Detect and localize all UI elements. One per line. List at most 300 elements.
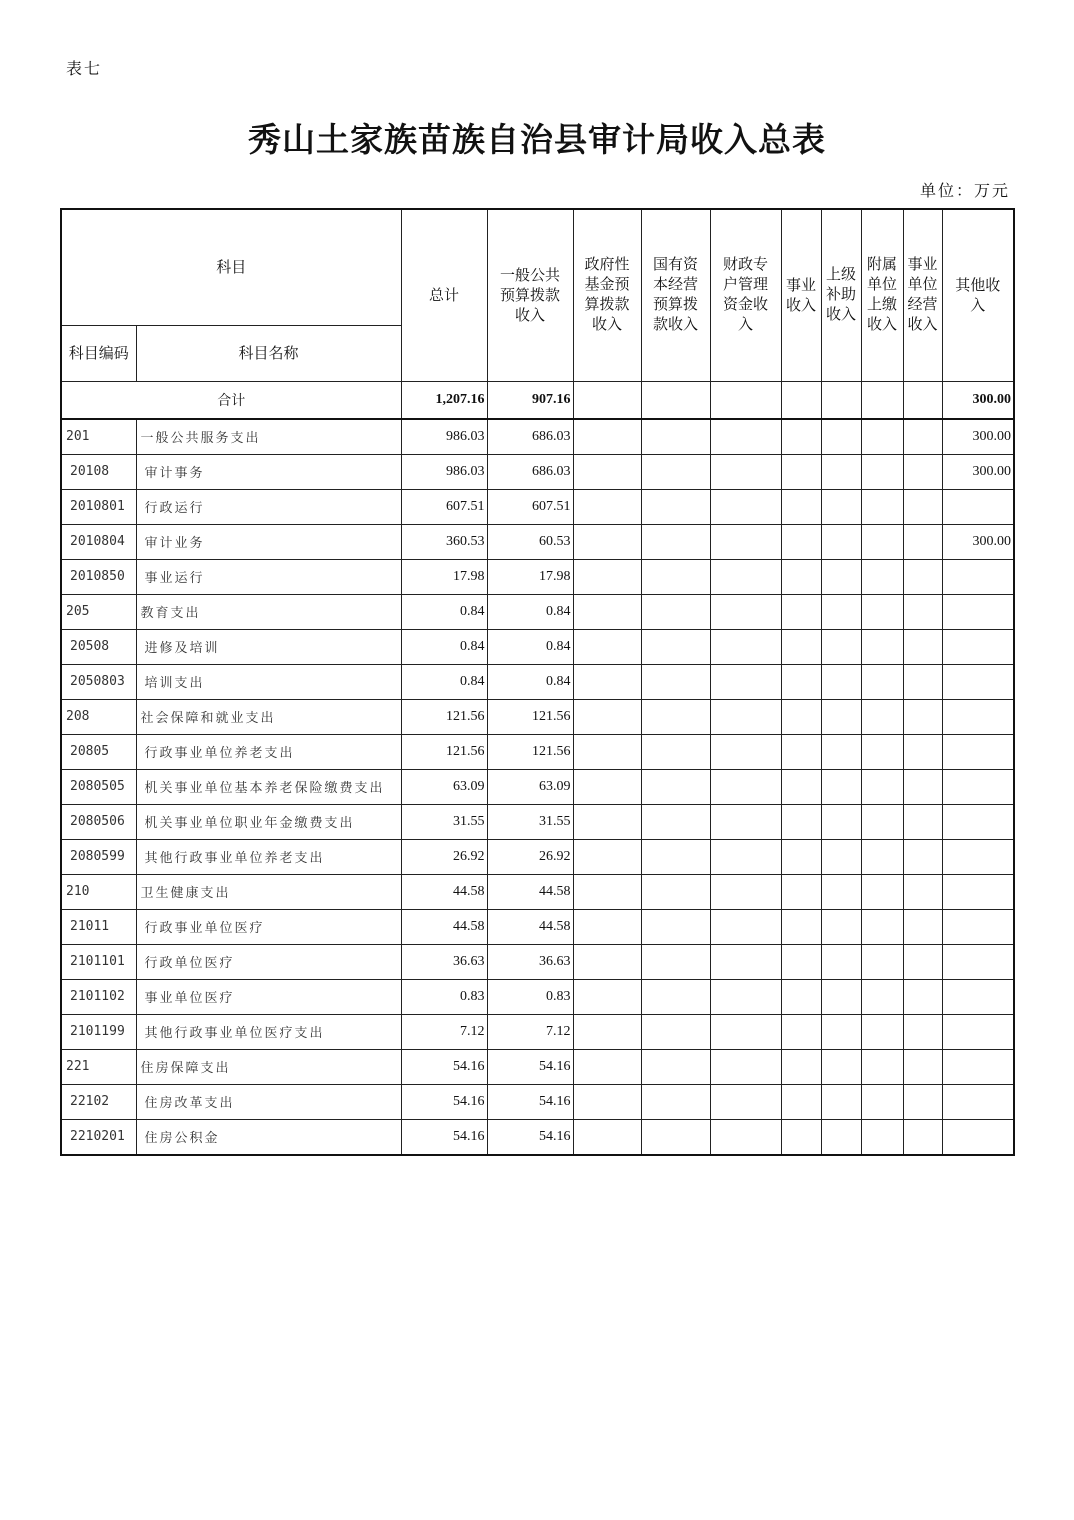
row-value xyxy=(903,594,942,629)
row-value xyxy=(903,804,942,839)
row-value xyxy=(821,524,861,559)
row-value xyxy=(942,734,1014,769)
row-value: 26.92 xyxy=(487,839,573,874)
row-code: 2101102 xyxy=(61,979,136,1014)
row-value xyxy=(641,419,710,455)
row-value xyxy=(781,489,821,524)
row-value xyxy=(903,559,942,594)
row-value: 300.00 xyxy=(942,524,1014,559)
row-value xyxy=(942,1119,1014,1155)
row-value xyxy=(641,734,710,769)
row-value xyxy=(861,874,903,909)
row-value xyxy=(573,419,641,455)
row-value xyxy=(710,769,781,804)
row-value xyxy=(710,944,781,979)
row-value xyxy=(641,1119,710,1155)
row-value: 31.55 xyxy=(487,804,573,839)
header-col-8: 事业单位经营收入 xyxy=(903,209,942,381)
row-value xyxy=(821,559,861,594)
row-value xyxy=(573,944,641,979)
row-code: 205 xyxy=(61,594,136,629)
unit-label: 单位：万元 xyxy=(919,181,1010,200)
total-value: 1,207.16 xyxy=(401,381,487,419)
row-value xyxy=(861,979,903,1014)
row-name: 进修及培训 xyxy=(136,629,401,664)
row-value: 17.98 xyxy=(487,559,573,594)
row-value: 7.12 xyxy=(401,1014,487,1049)
table-header xyxy=(61,209,1014,381)
row-code: 208 xyxy=(61,699,136,734)
row-value xyxy=(641,454,710,489)
row-code: 2010850 xyxy=(61,559,136,594)
row-value xyxy=(573,1049,641,1084)
row-value: 26.92 xyxy=(401,839,487,874)
row-value xyxy=(710,1014,781,1049)
page-title: 秀山土家族苗族自治县审计局收入总表 xyxy=(248,120,826,159)
row-value xyxy=(861,559,903,594)
header-col-9: 其他收入 xyxy=(942,209,1014,381)
total-value xyxy=(861,381,903,419)
table-row xyxy=(61,629,1014,664)
row-value xyxy=(573,699,641,734)
row-code: 2210201 xyxy=(61,1119,136,1155)
row-value xyxy=(710,629,781,664)
row-value xyxy=(710,489,781,524)
row-value xyxy=(641,489,710,524)
row-value xyxy=(781,594,821,629)
table-row xyxy=(61,419,1014,455)
row-value xyxy=(781,839,821,874)
row-value xyxy=(710,979,781,1014)
row-value xyxy=(641,769,710,804)
row-value xyxy=(710,699,781,734)
row-value xyxy=(641,1084,710,1119)
row-value xyxy=(903,489,942,524)
row-value xyxy=(710,524,781,559)
row-value xyxy=(710,804,781,839)
row-code: 2010804 xyxy=(61,524,136,559)
row-value: 54.16 xyxy=(401,1049,487,1084)
row-value xyxy=(710,839,781,874)
row-name: 行政事业单位养老支出 xyxy=(136,734,401,769)
row-value xyxy=(710,664,781,699)
row-value xyxy=(573,489,641,524)
row-value xyxy=(942,769,1014,804)
row-value xyxy=(903,769,942,804)
row-name: 教育支出 xyxy=(136,594,401,629)
row-name: 事业单位医疗 xyxy=(136,979,401,1014)
row-value: 54.16 xyxy=(487,1049,573,1084)
table-row xyxy=(61,979,1014,1014)
row-value xyxy=(861,1084,903,1119)
table-row xyxy=(61,699,1014,734)
row-value xyxy=(781,874,821,909)
total-label: 合计 xyxy=(61,381,401,419)
table-number: 表七 xyxy=(66,59,103,78)
header-col-2: 政府性基金预算拨款收入 xyxy=(573,209,641,381)
row-name: 住房保障支出 xyxy=(136,1049,401,1084)
total-value xyxy=(641,381,710,419)
row-value xyxy=(821,1084,861,1119)
row-value: 17.98 xyxy=(401,559,487,594)
row-value xyxy=(573,1014,641,1049)
total-value xyxy=(710,381,781,419)
row-value xyxy=(942,944,1014,979)
row-value xyxy=(781,699,821,734)
row-value: 121.56 xyxy=(487,734,573,769)
row-value xyxy=(861,1014,903,1049)
row-value: 0.84 xyxy=(487,664,573,699)
row-value xyxy=(641,594,710,629)
row-value xyxy=(573,804,641,839)
table-row xyxy=(61,944,1014,979)
row-value xyxy=(781,734,821,769)
table-row xyxy=(61,594,1014,629)
row-value xyxy=(942,489,1014,524)
row-value: 0.84 xyxy=(487,594,573,629)
row-value: 54.16 xyxy=(401,1119,487,1155)
row-value xyxy=(903,664,942,699)
row-value xyxy=(861,629,903,664)
row-value: 300.00 xyxy=(942,419,1014,455)
header-col-3: 国有资本经营预算拨款收入 xyxy=(641,209,710,381)
row-value xyxy=(781,559,821,594)
row-value xyxy=(781,664,821,699)
row-code: 2080599 xyxy=(61,839,136,874)
row-name: 行政事业单位医疗 xyxy=(136,909,401,944)
row-name: 行政单位医疗 xyxy=(136,944,401,979)
table-row xyxy=(61,804,1014,839)
row-value xyxy=(861,804,903,839)
row-value xyxy=(781,804,821,839)
row-value: 0.84 xyxy=(487,629,573,664)
row-value xyxy=(573,594,641,629)
row-value xyxy=(942,839,1014,874)
row-value: 54.16 xyxy=(487,1119,573,1155)
row-value: 360.53 xyxy=(401,524,487,559)
row-value xyxy=(821,1049,861,1084)
row-value xyxy=(573,559,641,594)
row-value xyxy=(710,419,781,455)
row-name: 其他行政事业单位医疗支出 xyxy=(136,1014,401,1049)
row-value xyxy=(942,804,1014,839)
row-value xyxy=(903,419,942,455)
row-value xyxy=(821,419,861,455)
total-value xyxy=(903,381,942,419)
row-value xyxy=(942,979,1014,1014)
row-value xyxy=(942,699,1014,734)
row-value xyxy=(861,594,903,629)
row-value: 121.56 xyxy=(401,699,487,734)
table-row xyxy=(61,874,1014,909)
row-value xyxy=(821,664,861,699)
row-value xyxy=(781,1049,821,1084)
row-name: 其他行政事业单位养老支出 xyxy=(136,839,401,874)
row-value xyxy=(821,944,861,979)
row-name: 一般公共服务支出 xyxy=(136,419,401,455)
row-value: 7.12 xyxy=(487,1014,573,1049)
row-value xyxy=(573,874,641,909)
row-value xyxy=(573,979,641,1014)
row-value xyxy=(710,734,781,769)
row-value: 54.16 xyxy=(401,1084,487,1119)
table-row xyxy=(61,1084,1014,1119)
table-row xyxy=(61,454,1014,489)
row-value xyxy=(641,699,710,734)
row-value xyxy=(861,769,903,804)
row-value xyxy=(903,839,942,874)
header-col-6: 上级补助收入 xyxy=(821,209,861,381)
header-col-4: 财政专户管理资金收入 xyxy=(710,209,781,381)
row-value xyxy=(861,419,903,455)
row-value xyxy=(903,1014,942,1049)
row-value xyxy=(861,909,903,944)
table-row xyxy=(61,664,1014,699)
total-value xyxy=(573,381,641,419)
row-value: 300.00 xyxy=(942,454,1014,489)
row-name: 审计业务 xyxy=(136,524,401,559)
row-code: 2010801 xyxy=(61,489,136,524)
row-name: 审计事务 xyxy=(136,454,401,489)
row-value xyxy=(821,804,861,839)
row-value xyxy=(781,909,821,944)
row-value: 686.03 xyxy=(487,419,573,455)
row-value xyxy=(573,734,641,769)
row-value xyxy=(821,629,861,664)
row-value xyxy=(573,629,641,664)
row-value xyxy=(821,594,861,629)
row-value xyxy=(641,1049,710,1084)
total-row xyxy=(61,381,1014,419)
row-name: 住房公积金 xyxy=(136,1119,401,1155)
row-value: 0.84 xyxy=(401,594,487,629)
row-value xyxy=(641,909,710,944)
row-value xyxy=(903,454,942,489)
row-value xyxy=(641,979,710,1014)
row-value xyxy=(710,1119,781,1155)
row-value xyxy=(641,629,710,664)
row-value xyxy=(821,1119,861,1155)
row-code: 21011 xyxy=(61,909,136,944)
row-value xyxy=(710,874,781,909)
row-value xyxy=(861,1049,903,1084)
row-value xyxy=(861,944,903,979)
row-value xyxy=(861,699,903,734)
row-value: 607.51 xyxy=(487,489,573,524)
row-value xyxy=(641,804,710,839)
total-value xyxy=(821,381,861,419)
row-value xyxy=(710,594,781,629)
row-value xyxy=(942,629,1014,664)
row-value xyxy=(821,699,861,734)
row-value xyxy=(781,769,821,804)
row-value xyxy=(781,1014,821,1049)
row-value xyxy=(821,839,861,874)
row-name: 机关事业单位职业年金缴费支出 xyxy=(136,804,401,839)
row-code: 221 xyxy=(61,1049,136,1084)
total-value: 907.16 xyxy=(487,381,573,419)
row-value: 986.03 xyxy=(401,454,487,489)
row-value xyxy=(903,699,942,734)
row-value xyxy=(821,1014,861,1049)
row-code: 210 xyxy=(61,874,136,909)
table-row xyxy=(61,1049,1014,1084)
row-value xyxy=(942,559,1014,594)
row-value: 986.03 xyxy=(401,419,487,455)
row-value xyxy=(573,839,641,874)
row-value xyxy=(903,944,942,979)
row-value xyxy=(781,944,821,979)
row-code: 201 xyxy=(61,419,136,455)
row-value xyxy=(573,1084,641,1119)
row-value xyxy=(641,874,710,909)
table-body xyxy=(61,381,1014,1155)
row-value: 0.83 xyxy=(401,979,487,1014)
row-value xyxy=(573,454,641,489)
row-value xyxy=(573,909,641,944)
row-value xyxy=(903,1119,942,1155)
income-summary-table xyxy=(60,208,1015,1156)
table-row xyxy=(61,1119,1014,1155)
row-value xyxy=(903,1049,942,1084)
row-value xyxy=(861,664,903,699)
row-value xyxy=(781,1119,821,1155)
table-row xyxy=(61,489,1014,524)
row-name: 卫生健康支出 xyxy=(136,874,401,909)
row-value: 607.51 xyxy=(401,489,487,524)
row-value xyxy=(903,1084,942,1119)
row-value xyxy=(903,979,942,1014)
row-name: 行政运行 xyxy=(136,489,401,524)
row-value xyxy=(861,524,903,559)
row-code: 20805 xyxy=(61,734,136,769)
row-value: 0.84 xyxy=(401,664,487,699)
row-value xyxy=(710,909,781,944)
row-value xyxy=(861,839,903,874)
row-name: 事业运行 xyxy=(136,559,401,594)
row-value xyxy=(641,1014,710,1049)
row-code: 22102 xyxy=(61,1084,136,1119)
row-value xyxy=(942,909,1014,944)
row-value xyxy=(821,979,861,1014)
header-subject: 科目 xyxy=(61,209,401,325)
row-value xyxy=(573,769,641,804)
row-code: 20508 xyxy=(61,629,136,664)
row-value: 31.55 xyxy=(401,804,487,839)
row-value xyxy=(641,944,710,979)
table-row xyxy=(61,839,1014,874)
table-row xyxy=(61,909,1014,944)
row-value: 44.58 xyxy=(401,909,487,944)
row-value xyxy=(942,1014,1014,1049)
row-value xyxy=(821,874,861,909)
row-value xyxy=(821,769,861,804)
row-value: 36.63 xyxy=(487,944,573,979)
row-code: 20108 xyxy=(61,454,136,489)
row-value xyxy=(641,559,710,594)
row-value xyxy=(821,489,861,524)
row-value: 0.83 xyxy=(487,979,573,1014)
row-value xyxy=(821,454,861,489)
header-subject-name: 科目名称 xyxy=(136,325,401,381)
row-value: 54.16 xyxy=(487,1084,573,1119)
row-value xyxy=(710,1049,781,1084)
row-value xyxy=(903,629,942,664)
row-value xyxy=(781,419,821,455)
table-row xyxy=(61,1014,1014,1049)
row-value xyxy=(903,909,942,944)
row-value: 63.09 xyxy=(401,769,487,804)
header-col-7: 附属单位上缴收入 xyxy=(861,209,903,381)
table-row xyxy=(61,734,1014,769)
row-name: 社会保障和就业支出 xyxy=(136,699,401,734)
header-col-5: 事业收入 xyxy=(781,209,821,381)
row-value xyxy=(781,1084,821,1119)
table-row xyxy=(61,524,1014,559)
row-value xyxy=(573,524,641,559)
header-subject-code: 科目编码 xyxy=(61,325,136,381)
total-value xyxy=(781,381,821,419)
row-value xyxy=(942,1049,1014,1084)
row-value: 44.58 xyxy=(487,909,573,944)
row-value: 44.58 xyxy=(487,874,573,909)
row-value xyxy=(573,664,641,699)
row-value xyxy=(710,1084,781,1119)
row-value xyxy=(710,454,781,489)
row-value xyxy=(942,874,1014,909)
table-row xyxy=(61,769,1014,804)
row-value xyxy=(861,454,903,489)
row-value: 686.03 xyxy=(487,454,573,489)
row-value: 60.53 xyxy=(487,524,573,559)
table-row xyxy=(61,559,1014,594)
row-value: 63.09 xyxy=(487,769,573,804)
row-value xyxy=(641,664,710,699)
row-value xyxy=(641,524,710,559)
row-name: 住房改革支出 xyxy=(136,1084,401,1119)
total-value: 300.00 xyxy=(942,381,1014,419)
row-value xyxy=(861,489,903,524)
row-value xyxy=(942,594,1014,629)
row-value: 0.84 xyxy=(401,629,487,664)
row-name: 机关事业单位基本养老保险缴费支出 xyxy=(136,769,401,804)
row-value xyxy=(942,664,1014,699)
row-value xyxy=(781,629,821,664)
row-value xyxy=(781,979,821,1014)
row-code: 2101101 xyxy=(61,944,136,979)
row-value xyxy=(573,1119,641,1155)
row-code: 2080505 xyxy=(61,769,136,804)
header-col-0: 总计 xyxy=(401,209,487,381)
row-value: 121.56 xyxy=(487,699,573,734)
row-name: 培训支出 xyxy=(136,664,401,699)
row-value xyxy=(903,734,942,769)
row-code: 2050803 xyxy=(61,664,136,699)
row-value xyxy=(903,524,942,559)
row-value xyxy=(641,839,710,874)
row-value xyxy=(942,1084,1014,1119)
row-value xyxy=(781,524,821,559)
row-value xyxy=(903,874,942,909)
row-value xyxy=(821,734,861,769)
row-value xyxy=(710,559,781,594)
row-code: 2080506 xyxy=(61,804,136,839)
header-col-1: 一般公共预算拨款收入 xyxy=(487,209,573,381)
row-code: 2101199 xyxy=(61,1014,136,1049)
row-value xyxy=(861,1119,903,1155)
row-value: 36.63 xyxy=(401,944,487,979)
row-value xyxy=(861,734,903,769)
